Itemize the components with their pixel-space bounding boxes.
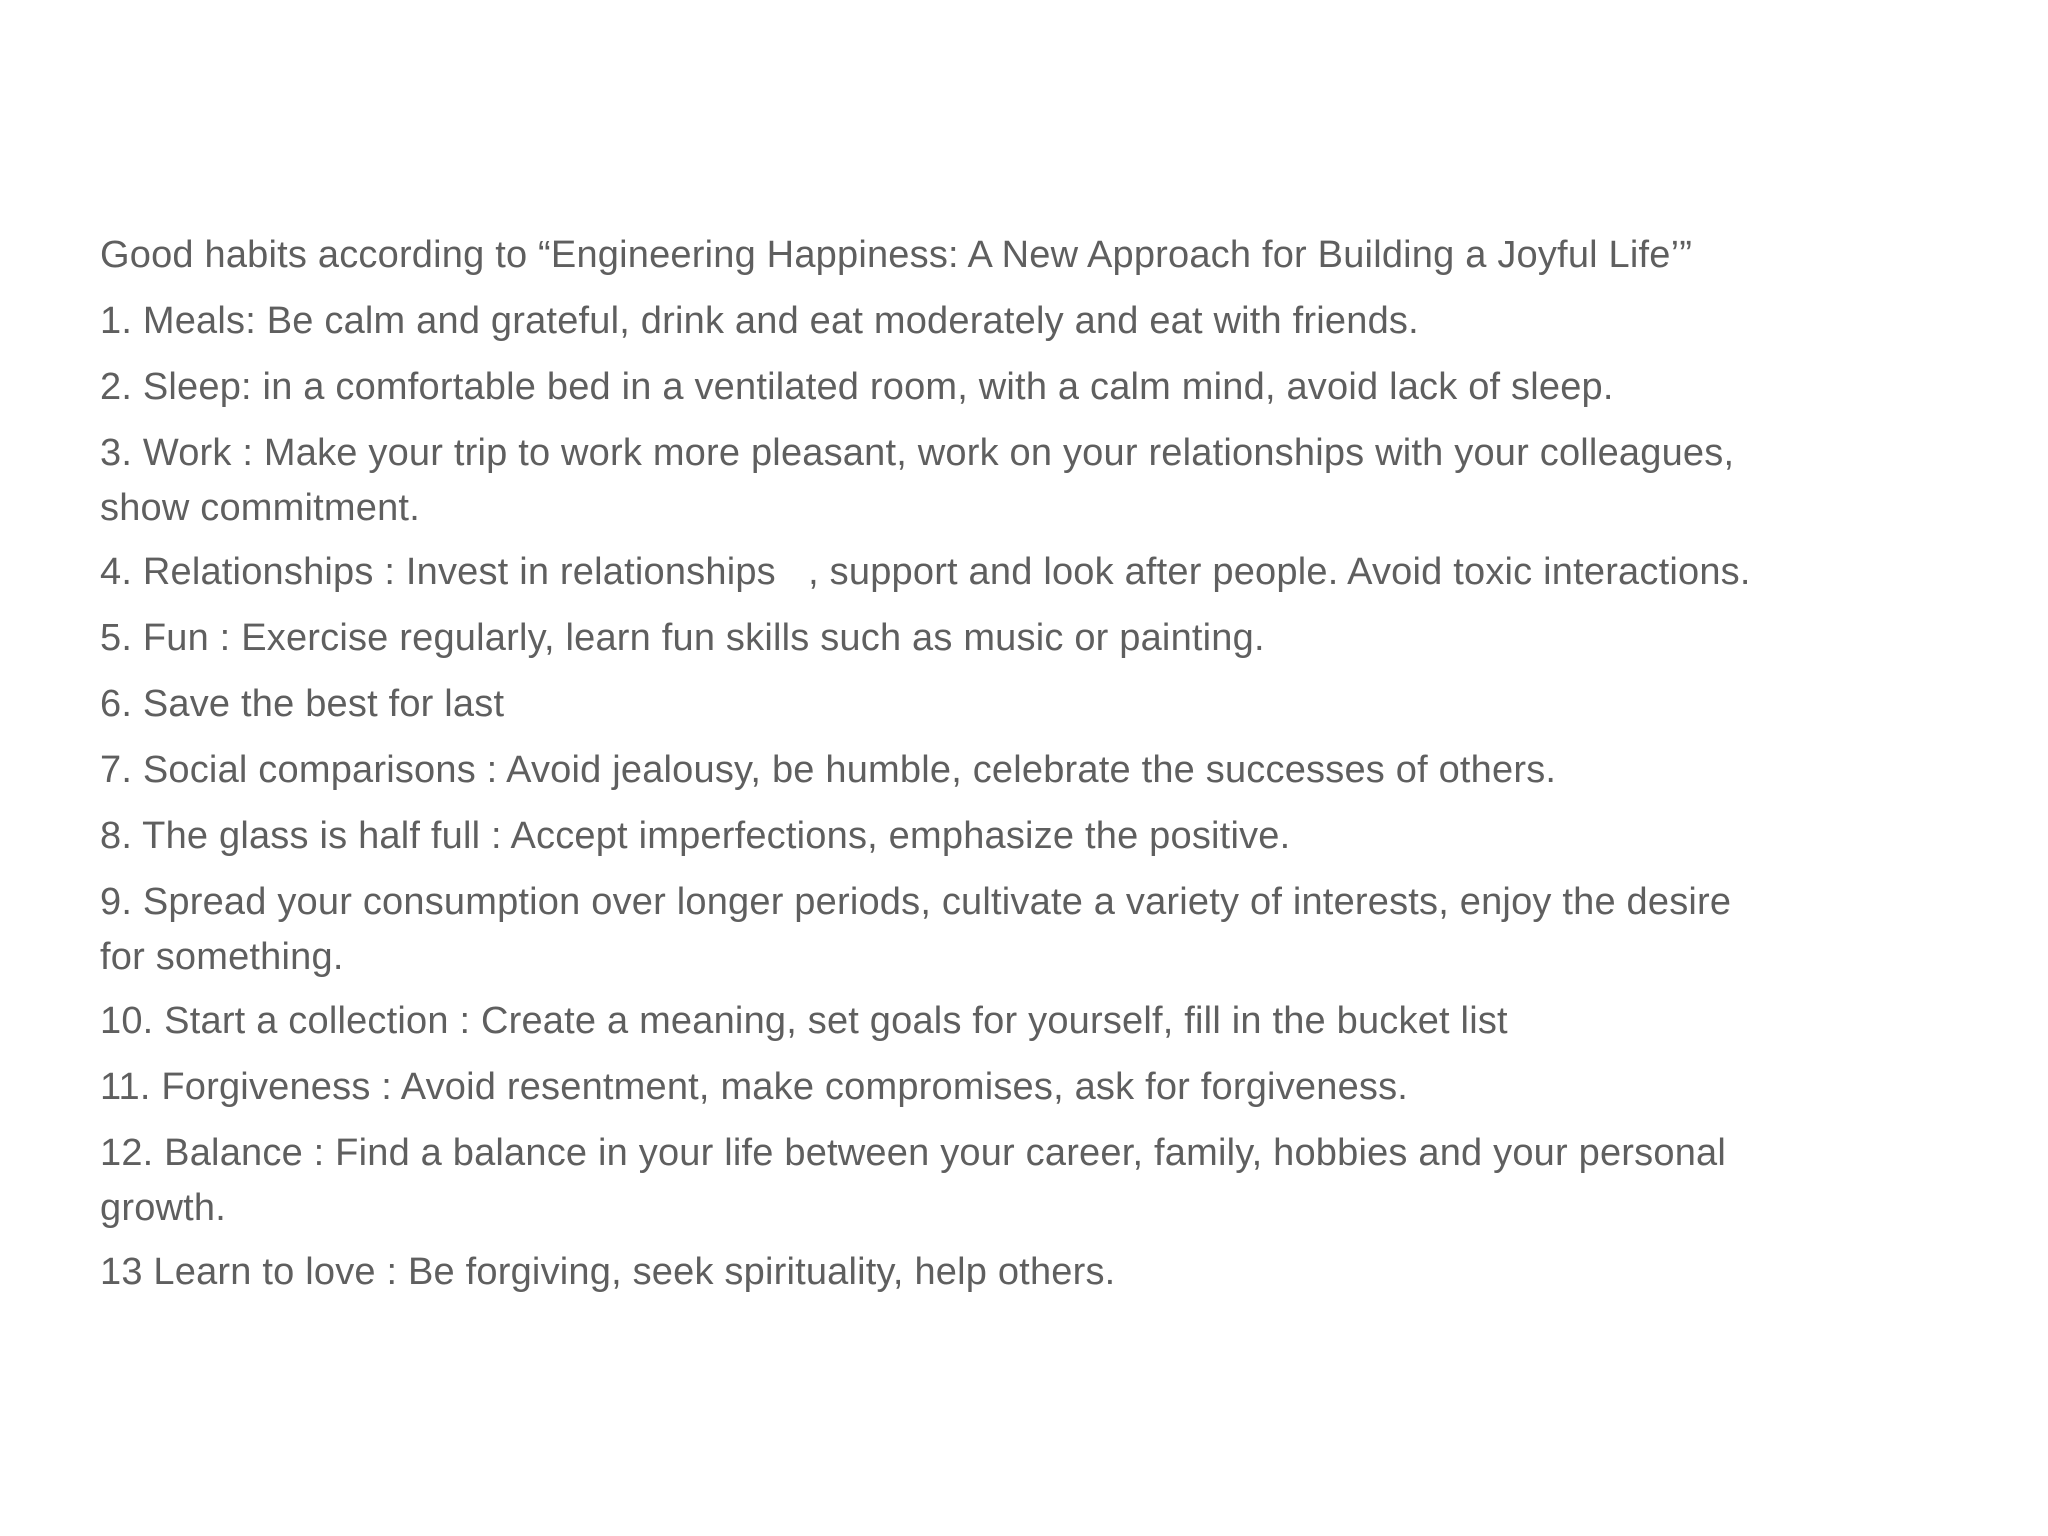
habit-item-forgiveness <box>100 1060 2000 1115</box>
habit-item-collection <box>100 994 2000 1049</box>
habit-item-social-comparisons <box>100 743 2000 798</box>
habit-text: 1. Meals: Be calm and grateful, drink and eat moderately and eat with friends. <box>100 300 1419 342</box>
habit-item-fun <box>100 611 2000 666</box>
habit-text: 9. Spread your consumption over longer periods, cultivate a variety of interests, enjoy the desire <box>100 881 1732 923</box>
habit-text: 3. Work : Make your trip to work more pleasant, work on your relationships with your colleagues, <box>100 432 1735 474</box>
habit-text-continued: show commitment. <box>100 487 420 529</box>
habit-text: 11. Forgiveness : Avoid resentment, make compromises, ask for forgiveness. <box>100 1066 1409 1108</box>
habit-text: 5. Fun : Exercise regularly, learn fun skills such as music or painting. <box>100 617 1265 659</box>
habit-item-spread-consumption <box>100 875 2000 985</box>
habit-item-sleep <box>100 360 2000 415</box>
habit-item-work <box>100 426 2000 536</box>
habit-text-continued: for something. <box>100 936 344 978</box>
habit-text: 7. Social comparisons : Avoid jealousy, be humble, celebrate the successes of others. <box>100 749 1557 791</box>
habit-text: 13 Learn to love : Be forgiving, seek spirituality, help others. <box>100 1251 1116 1293</box>
habit-text: 10. Start a collection : Create a meaning, set goals for yourself, fill in the bucket list <box>100 1000 1508 1042</box>
habit-list <box>100 294 2000 1300</box>
habit-item-balance <box>100 1126 2000 1236</box>
habit-text: 6. Save the best for last <box>100 683 505 725</box>
document-content <box>100 228 2000 1311</box>
habit-text: 8. The glass is half full : Accept imperfections, emphasize the positive. <box>100 815 1291 857</box>
habit-text: 4. Relationships : Invest in relationships , support and look after people. Avoid toxic interactions. <box>100 551 1751 593</box>
habit-item-learn-to-love <box>100 1245 2000 1300</box>
habit-text-continued: growth. <box>100 1187 227 1229</box>
habit-item-glass-half-full <box>100 809 2000 864</box>
document-title: Good habits according to “Engineering Happiness: A New Approach for Building a Joyful Life’” <box>100 234 1693 276</box>
habit-item-save-best <box>100 677 2000 732</box>
habit-item-meals <box>100 294 2000 349</box>
habit-text: 2. Sleep: in a comfortable bed in a ventilated room, with a calm mind, avoid lack of sleep. <box>100 366 1614 408</box>
habit-item-relationships <box>100 545 2000 600</box>
habit-text: 12. Balance : Find a balance in your life between your career, family, hobbies and your personal <box>100 1132 1726 1174</box>
